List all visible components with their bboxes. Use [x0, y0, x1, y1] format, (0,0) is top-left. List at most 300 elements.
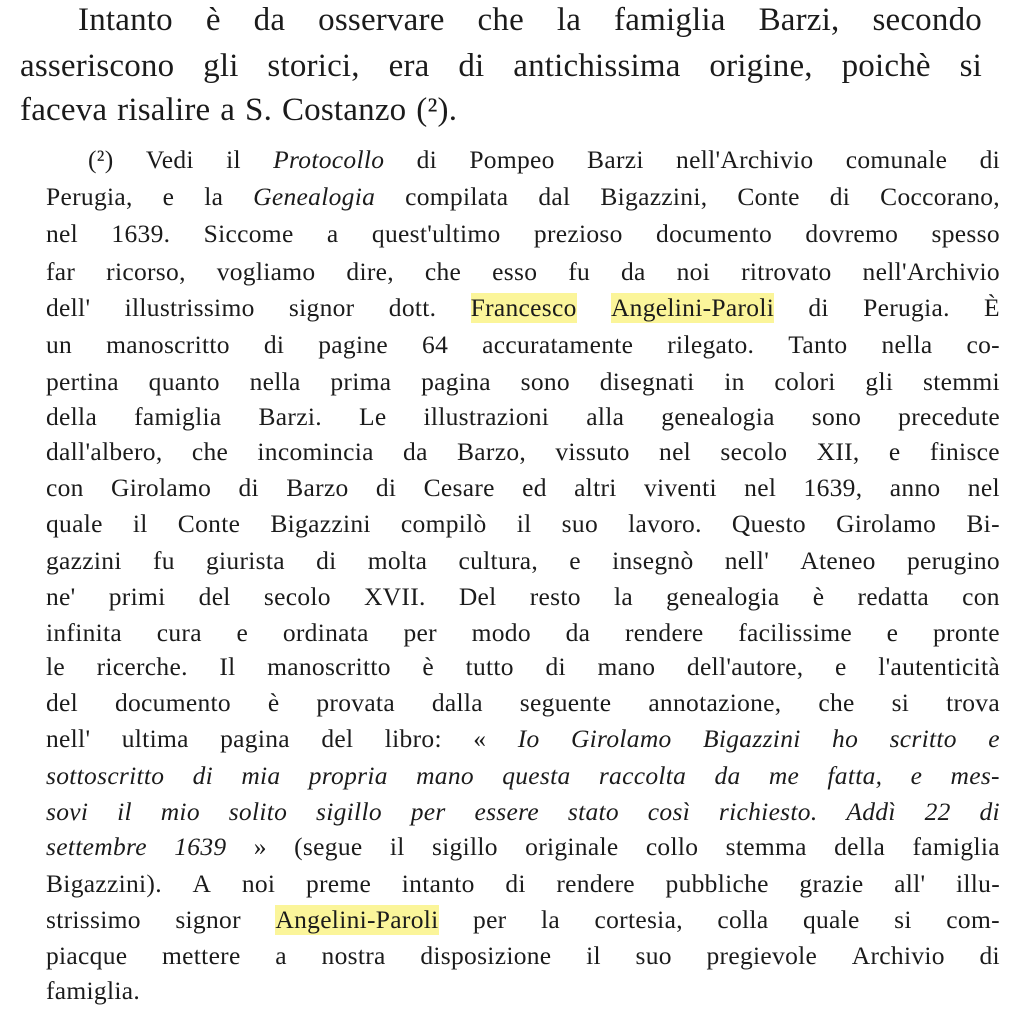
word: comunale	[845, 145, 948, 174]
word: osservare	[318, 2, 445, 38]
word: suo	[635, 941, 672, 970]
footnote-line	[46, 832, 1000, 862]
word: gli	[203, 48, 239, 84]
word: Conte	[177, 509, 241, 538]
word: Archivio	[851, 941, 945, 970]
word: da	[714, 761, 741, 790]
word: quale	[46, 509, 103, 538]
word: «	[473, 724, 487, 753]
footnote-line	[46, 330, 1000, 360]
word: della	[46, 402, 98, 431]
word: suo	[561, 509, 598, 538]
word: da	[253, 2, 286, 38]
word: co-	[966, 330, 1000, 359]
word: nel	[744, 473, 777, 502]
word: all'	[894, 869, 926, 898]
highlighted-word: Angelini-Paroli	[610, 293, 775, 322]
word: resto	[529, 582, 581, 611]
word: con	[46, 473, 84, 502]
footnote-line	[46, 905, 1000, 935]
word: prima	[330, 367, 392, 396]
word: poichè	[841, 48, 931, 84]
footnote-line	[46, 257, 1000, 287]
word: che	[424, 257, 462, 286]
footnote-line	[46, 869, 1000, 899]
word: originale	[525, 832, 619, 861]
word: ne'	[46, 582, 76, 611]
word: piacque	[46, 941, 128, 970]
footnote-line	[46, 546, 1000, 576]
word: pagina	[421, 367, 491, 396]
main-text-line	[78, 2, 982, 39]
word: strissimo	[46, 905, 141, 934]
word: »	[253, 832, 267, 861]
word: pregievole	[706, 941, 818, 970]
word: è	[812, 582, 825, 611]
word: a	[220, 92, 236, 128]
word: pagina	[220, 724, 290, 753]
word: del	[46, 688, 79, 717]
word: far	[46, 257, 76, 286]
footnote-line	[46, 509, 1000, 539]
word: rendere	[624, 618, 704, 647]
word: Genealogia	[253, 182, 376, 211]
word: Girolamo	[836, 509, 937, 538]
footnote-line	[46, 797, 1000, 827]
word: di	[416, 145, 438, 174]
word: 1639,	[803, 473, 863, 502]
word: sottoscritto	[46, 761, 165, 790]
word: Bi-	[966, 509, 1000, 538]
word: sono	[520, 367, 570, 396]
word: di	[808, 293, 829, 322]
word: compilò	[400, 509, 487, 538]
word: si	[894, 905, 912, 934]
word: infinita	[46, 618, 123, 647]
word: secondo	[872, 2, 982, 38]
word: precedute	[898, 402, 1000, 431]
word: fu	[568, 257, 591, 286]
word: facilissime	[738, 618, 852, 647]
word: sovi	[46, 797, 89, 826]
word: che	[818, 688, 855, 717]
word: Addì	[846, 797, 896, 826]
word: Barzi,	[758, 2, 840, 38]
word: nell'	[724, 546, 770, 575]
word: Il	[219, 652, 236, 681]
word: rendere	[556, 869, 635, 898]
word: Pompeo	[469, 145, 555, 174]
word: ed	[522, 473, 547, 502]
word: da	[621, 257, 646, 286]
word: le	[46, 652, 66, 681]
word: quest'ultimo	[371, 219, 501, 248]
footnote-line	[46, 688, 1000, 718]
word: e	[888, 437, 901, 466]
word: si	[891, 688, 910, 717]
word: dovremo	[805, 219, 899, 248]
word: di	[545, 652, 566, 681]
footnote-line	[46, 219, 1000, 249]
word: XII,	[816, 437, 860, 466]
highlighted-word: Francesco	[470, 293, 577, 322]
word: famiglia	[614, 2, 726, 38]
word: 22	[924, 797, 951, 826]
word: il	[516, 509, 532, 538]
word: altri	[574, 473, 617, 502]
word: Intanto	[78, 2, 173, 38]
highlighted-word: Angelini-Paroli	[275, 905, 439, 934]
word: stemma	[725, 832, 807, 861]
word: un	[46, 330, 73, 359]
word: intanto	[401, 869, 475, 898]
word: il	[132, 509, 148, 538]
word: che	[477, 2, 524, 38]
word: raccolta	[598, 761, 687, 790]
word: illustrazioni	[423, 402, 550, 431]
word: il	[389, 832, 405, 861]
word: ordinata	[282, 618, 369, 647]
word: ultima	[121, 724, 189, 753]
word: pertina	[46, 367, 119, 396]
word: pagine	[318, 330, 389, 359]
word: pronte	[932, 618, 1000, 647]
word: me	[768, 761, 800, 790]
word: spesso	[931, 219, 1000, 248]
word: dire,	[346, 257, 394, 286]
word: da	[565, 618, 591, 647]
word: manoscritto	[106, 330, 230, 359]
word: gli	[865, 367, 894, 396]
word: libro:	[384, 724, 442, 753]
word: Ateneo	[800, 546, 876, 575]
word: in	[724, 367, 745, 396]
word: Siccome	[203, 219, 294, 248]
word: Bigazzini).	[46, 869, 162, 898]
word: è	[205, 2, 221, 38]
word: dalla	[431, 688, 483, 717]
word: signor	[288, 293, 355, 322]
word: Le	[358, 402, 387, 431]
word: questa	[502, 761, 571, 790]
word: Barzo,	[456, 437, 527, 466]
word: compilata	[405, 182, 509, 211]
word: il	[586, 941, 601, 970]
word: faceva	[20, 92, 108, 128]
word: tutto	[465, 652, 514, 681]
word: la	[540, 905, 560, 934]
word: di	[238, 473, 259, 502]
word: redatta	[857, 582, 929, 611]
word: cura	[156, 618, 202, 647]
word: nel	[967, 473, 1000, 502]
word: a	[326, 219, 339, 248]
word: l'autenticità	[878, 652, 1000, 681]
word: e	[835, 652, 847, 681]
word: giurista	[205, 546, 285, 575]
word: rilegato.	[667, 330, 755, 359]
word: fatta,	[827, 761, 883, 790]
word: dal	[538, 182, 571, 211]
word: (²).	[416, 92, 458, 128]
word: Vedi	[145, 145, 194, 174]
word: settembre	[46, 832, 147, 861]
word: mes-	[950, 761, 1000, 790]
word: dall'albero,	[46, 437, 163, 466]
word: collo	[645, 832, 699, 861]
word: Coccorano,	[880, 182, 1000, 211]
word: con	[962, 582, 1000, 611]
word: della	[834, 832, 886, 861]
word: Girolamo	[570, 724, 672, 753]
footnote-line	[46, 761, 1000, 791]
word: famiglia	[912, 832, 1000, 861]
footnote-line	[46, 402, 1000, 432]
footnote-line	[46, 618, 1000, 648]
word: del	[321, 724, 354, 753]
word: è	[422, 652, 435, 681]
word: ricorso,	[106, 257, 186, 286]
word: del	[198, 582, 231, 611]
word: sigillo	[431, 832, 498, 861]
word: per	[403, 618, 437, 647]
word: nel	[46, 219, 79, 248]
word: prezioso	[533, 219, 623, 248]
word: Io	[517, 724, 540, 753]
word: e	[910, 761, 923, 790]
word: mano	[416, 761, 474, 790]
word: solito	[228, 797, 288, 826]
word: di	[263, 330, 285, 359]
word: colla	[717, 905, 769, 934]
footnote-line	[46, 724, 1000, 754]
word: A	[192, 869, 212, 898]
word: viventi	[643, 473, 717, 502]
word: di	[979, 941, 1000, 970]
footnote-line	[46, 437, 1000, 467]
word: ritrovato	[741, 257, 832, 286]
word: mio	[160, 797, 200, 826]
word: antichissima	[513, 48, 681, 84]
word: nell'Archivio	[676, 145, 814, 174]
word: per	[410, 797, 446, 826]
word: stemmi	[922, 367, 1000, 396]
word: genealogia	[666, 582, 780, 611]
word: Barzi.	[258, 402, 322, 431]
word: dell'autore,	[686, 652, 804, 681]
word: dott.	[388, 293, 437, 322]
word: così	[647, 797, 691, 826]
word: la	[556, 2, 582, 38]
word: grazie	[799, 869, 864, 898]
word: (segue	[294, 832, 363, 861]
word: Girolamo	[111, 473, 212, 502]
word: dell'	[46, 293, 91, 322]
word: vissuto	[555, 437, 630, 466]
footnote-line	[46, 182, 1000, 212]
word: Costanzo	[281, 92, 407, 128]
word: primi	[108, 582, 166, 611]
word: cultura,	[458, 546, 539, 575]
word: colori	[774, 367, 836, 396]
word: 1639	[174, 832, 227, 861]
word: Perugia,	[46, 182, 133, 211]
word: (²)	[88, 145, 114, 174]
word: si	[959, 48, 982, 84]
word: famiglia	[134, 402, 222, 431]
word: Bigazzini	[270, 509, 371, 538]
word: anno	[889, 473, 941, 502]
word: alla	[586, 402, 625, 431]
word: mettere	[162, 941, 241, 970]
word: perugino	[906, 546, 1000, 575]
word: sono	[811, 402, 862, 431]
word: nell'Archivio	[862, 257, 1000, 286]
word: nel	[659, 437, 692, 466]
word: che	[191, 437, 229, 466]
word: il	[226, 145, 241, 174]
word: documento	[656, 219, 773, 248]
word: preme	[305, 869, 372, 898]
word: È	[984, 293, 1000, 322]
word: vogliamo	[216, 257, 316, 286]
word: Questo	[731, 509, 806, 538]
word: di	[979, 797, 1000, 826]
word: di	[316, 546, 337, 575]
word: da	[403, 437, 428, 466]
word: nella	[249, 367, 301, 396]
word: di	[375, 473, 397, 502]
word: seguente	[519, 688, 612, 717]
footnote-line	[46, 941, 1000, 971]
word: fu	[152, 546, 175, 575]
main-text-line	[20, 92, 457, 129]
word: annotazione,	[648, 688, 782, 717]
word: nostra	[321, 941, 386, 970]
word: illu-	[956, 869, 1000, 898]
word: genealogia	[661, 402, 775, 431]
word: modo	[471, 618, 531, 647]
word: mano	[597, 652, 656, 681]
word: molta	[367, 546, 428, 575]
word: accuratamente	[482, 330, 634, 359]
word: origine,	[709, 48, 813, 84]
word: quale	[802, 905, 860, 934]
word: esso	[492, 257, 538, 286]
main-text-line	[20, 48, 982, 85]
word: il	[117, 797, 132, 826]
word: e	[569, 546, 581, 575]
word: e	[886, 618, 899, 647]
word: Conte	[737, 182, 800, 211]
word: famiglia.	[46, 976, 141, 1005]
word: di	[458, 48, 485, 84]
word: Protocollo	[273, 145, 385, 174]
word: nella	[881, 330, 933, 359]
footnote-line	[46, 582, 1000, 612]
word: Bigazzini,	[600, 182, 708, 211]
word: stato	[567, 797, 619, 826]
word: a	[275, 941, 287, 970]
word: la	[613, 582, 633, 611]
word: Tanto	[788, 330, 848, 359]
word: di	[979, 145, 1000, 174]
word: manoscritto	[267, 652, 391, 681]
word: e	[162, 182, 175, 211]
word: secolo	[720, 437, 788, 466]
word: provata	[316, 688, 395, 717]
word: di	[505, 869, 526, 898]
word: richiesto.	[718, 797, 818, 826]
word: XVII.	[363, 582, 426, 611]
word: documento	[114, 688, 231, 717]
word: la	[204, 182, 224, 211]
word: disegnati	[599, 367, 695, 396]
word: finisce	[929, 437, 1000, 466]
word: ho	[832, 724, 859, 753]
word: di	[192, 761, 214, 790]
word: insegnò	[612, 546, 694, 575]
word: noi	[241, 869, 276, 898]
footnote-line	[46, 976, 140, 1006]
word: mia	[241, 761, 281, 790]
word: per	[473, 905, 507, 934]
word: com-	[946, 905, 1000, 934]
word: secolo	[263, 582, 331, 611]
word: Barzi	[587, 145, 644, 174]
word: Del	[458, 582, 497, 611]
word: quanto	[148, 367, 220, 396]
word: e	[988, 724, 1000, 753]
word: noi	[676, 257, 711, 286]
word: è	[267, 688, 280, 717]
word: Cesare	[423, 473, 495, 502]
word: 1639.	[111, 219, 171, 248]
word: essere	[474, 797, 540, 826]
word: e	[236, 618, 249, 647]
word: pubbliche	[665, 869, 769, 898]
word: asseriscono	[20, 48, 175, 84]
footnote-line	[88, 145, 1000, 175]
word: Perugia.	[863, 293, 950, 322]
word: era	[388, 48, 430, 84]
word: storici,	[267, 48, 360, 84]
word: cortesia,	[594, 905, 683, 934]
word: gazzini	[46, 546, 122, 575]
word: lavoro.	[628, 509, 702, 538]
footnote-line	[46, 367, 1000, 397]
word: ricerche.	[96, 652, 188, 681]
word: trova	[946, 688, 1000, 717]
word: propria	[308, 761, 388, 790]
footnote-line	[46, 652, 1000, 682]
word: nell'	[46, 724, 91, 753]
word: Barzo	[286, 473, 349, 502]
word: risalire	[117, 92, 211, 128]
word: S.	[245, 92, 273, 128]
word: disposizione	[420, 941, 552, 970]
word: sigillo	[316, 797, 382, 826]
word: incomincia	[257, 437, 374, 466]
word: Bigazzini	[703, 724, 801, 753]
footnote-line	[46, 293, 1000, 323]
word: signor	[175, 905, 241, 934]
word: di	[829, 182, 851, 211]
word: illustrissimo	[124, 293, 255, 322]
word: scritto	[889, 724, 957, 753]
footnote-line	[46, 473, 1000, 503]
word: 64	[422, 330, 449, 359]
